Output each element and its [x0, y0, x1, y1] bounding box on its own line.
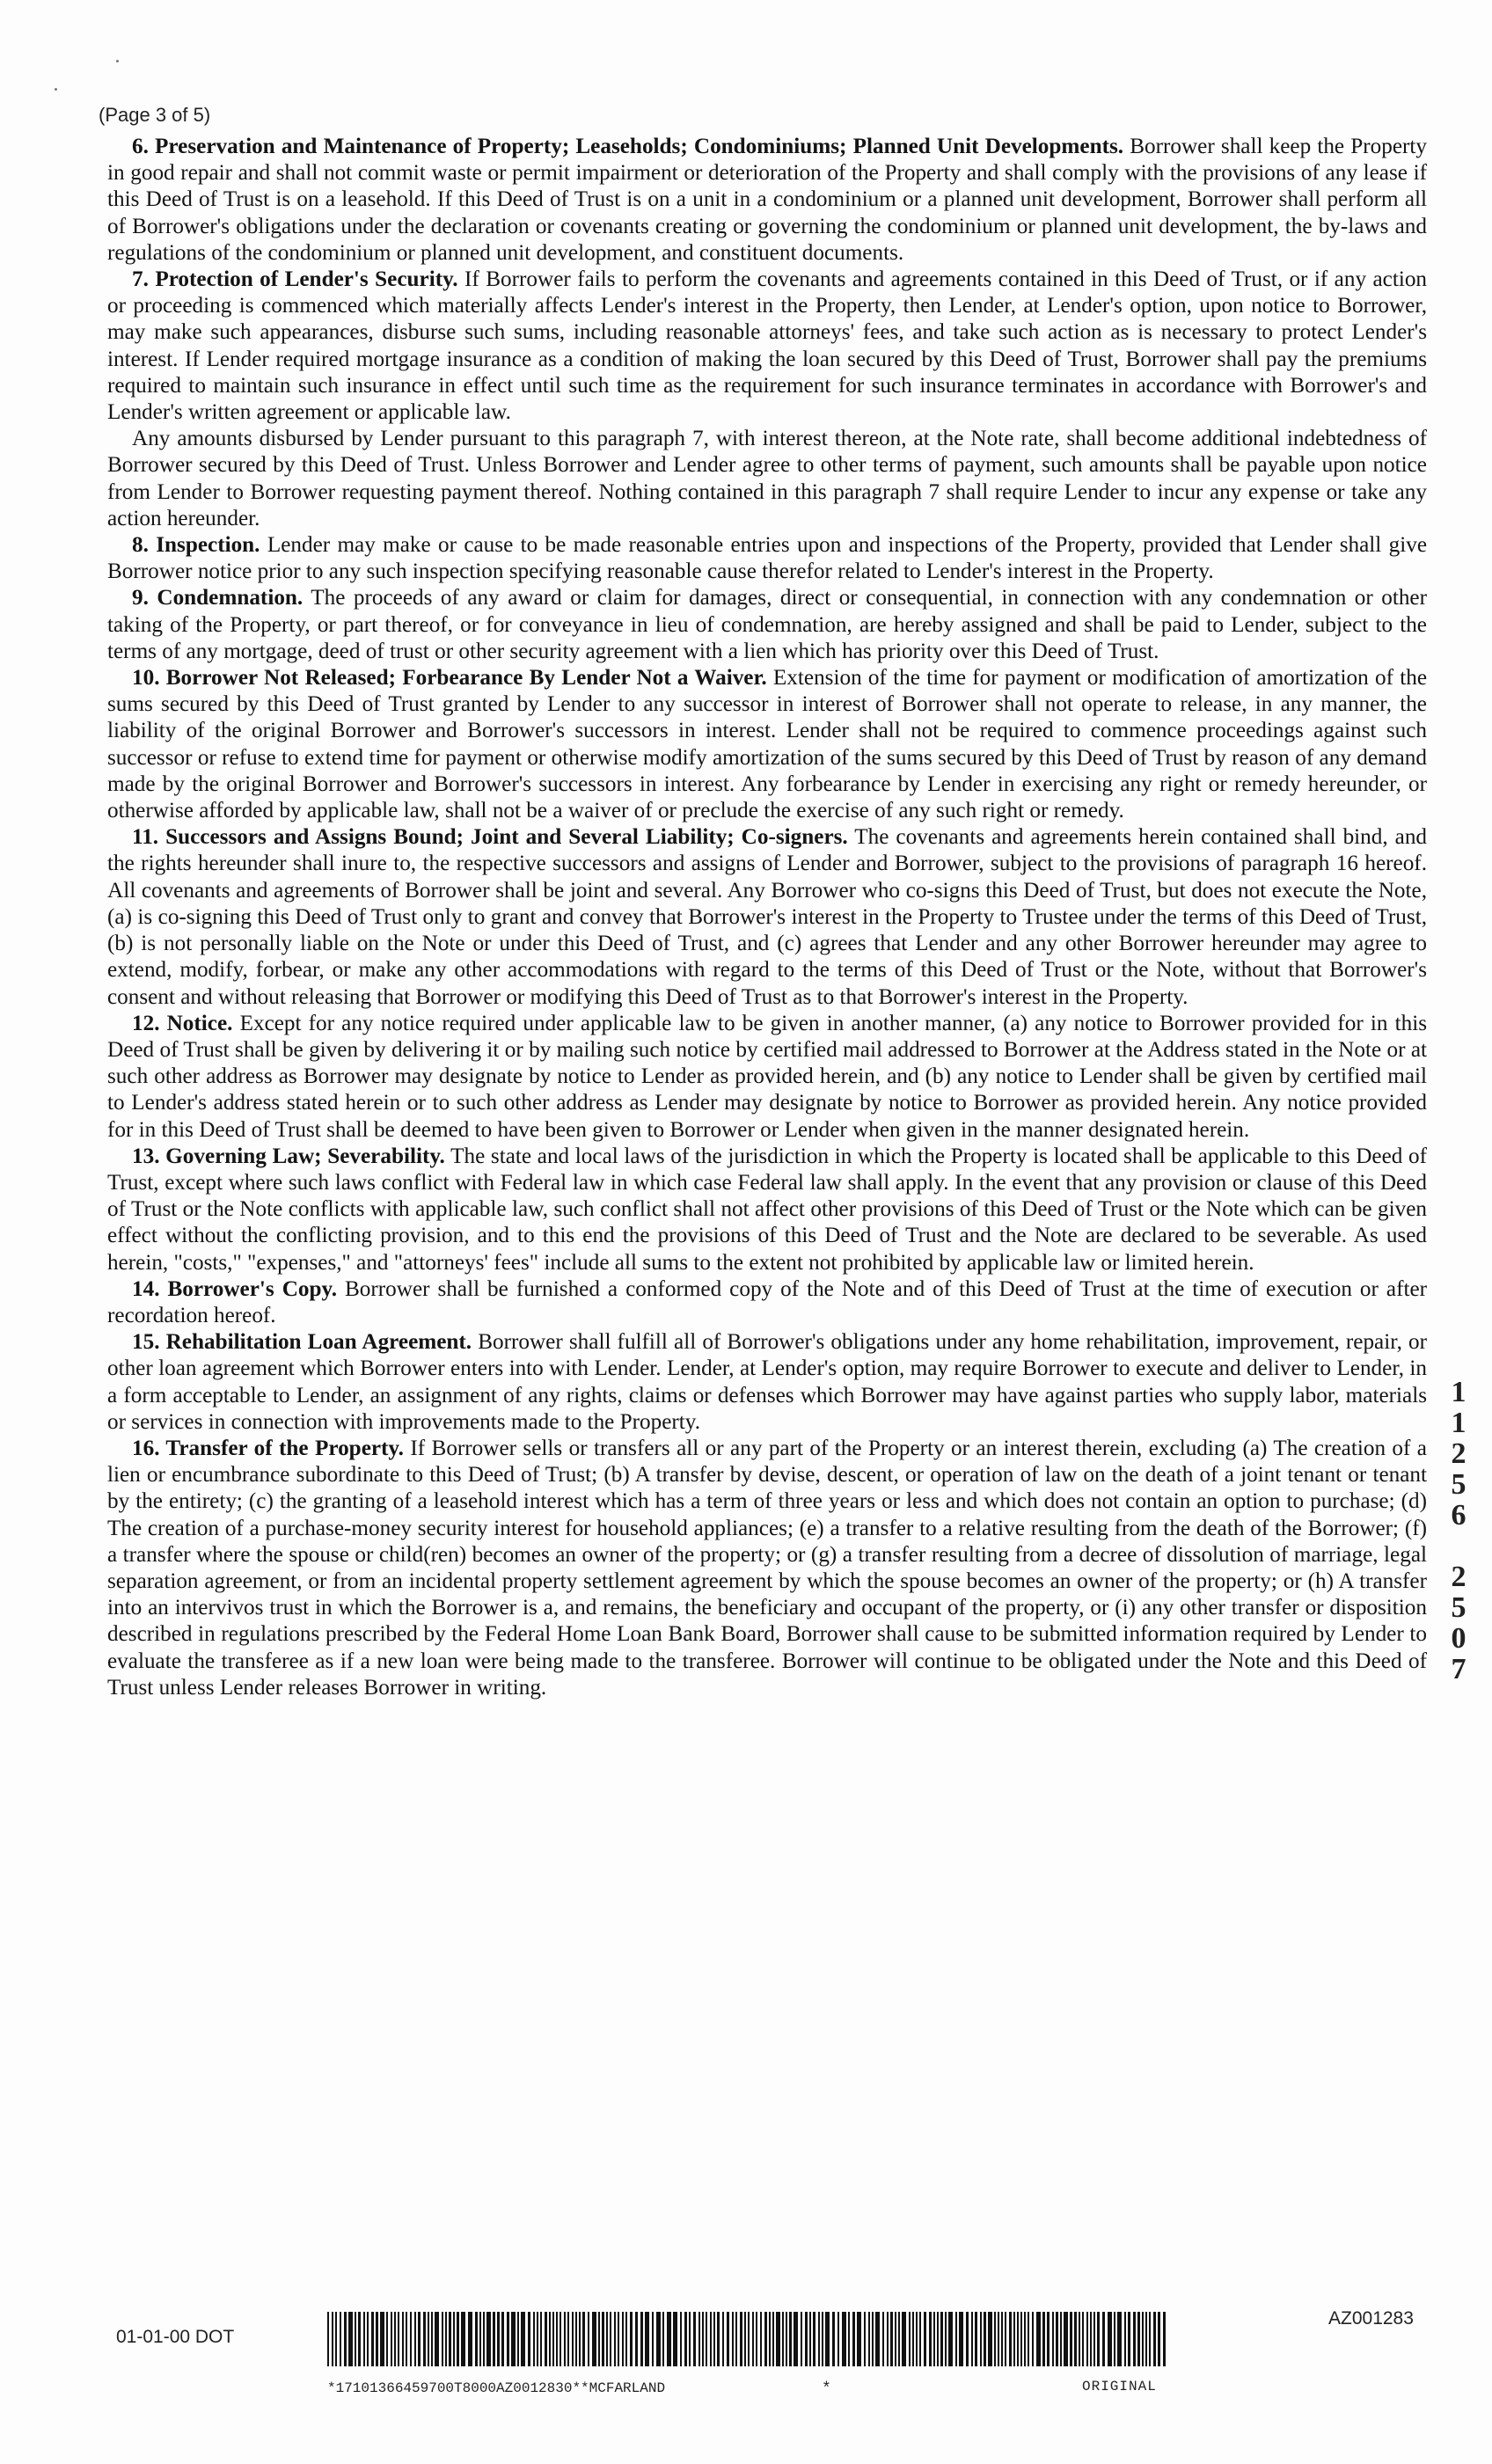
- paragraph-heading: 12. Notice.: [132, 1011, 233, 1035]
- vertical-digit: 6: [1451, 1499, 1466, 1532]
- paragraph-heading: 16. Transfer of the Property.: [132, 1436, 404, 1460]
- paragraph-heading: 14. Borrower's Copy.: [132, 1276, 337, 1301]
- original-label: ORIGINAL: [1082, 2379, 1157, 2395]
- paragraph-text: The state and local laws of the jurisdiction in which the Property is located shall be applicable to this Deed of Trust, except where such laws conflict with Federal law in which case Federal law shall apply. In the event that any provision or clause of this Deed of Trust or the Note conflicts with applicable law, such conflict shall not affect other provisions of this Deed of Trust or the Note which can be given effect without the conflicting provision, and to this end the provisions of this Deed of Trust and the Note are declared to be severable. As used herein, "costs," "expenses," and "attorneys' fees" include all sums to the extent not prohibited by applicable law or limited herein.: [107, 1144, 1428, 1275]
- barcode-text: *17101366459700T8000AZ0012830**MCFARLAND: [327, 2380, 666, 2396]
- paragraph: [107, 267, 1427, 426]
- scan-speck: [116, 60, 119, 62]
- vertical-digit: 1: [1451, 1407, 1466, 1439]
- vertical-digit: 0: [1451, 1622, 1466, 1655]
- vertical-digit: 5: [1451, 1468, 1466, 1501]
- barcode-asterisk: *: [822, 2380, 831, 2398]
- vertical-digit: 2: [1451, 1561, 1466, 1593]
- page-number: (Page 3 of 5): [99, 104, 211, 126]
- vertical-digit: 7: [1451, 1653, 1466, 1685]
- vertical-digit: 2: [1451, 1437, 1466, 1470]
- vertical-digit: 1: [1451, 1376, 1466, 1408]
- paragraph: [107, 1436, 1427, 1701]
- barcode: [327, 2312, 1170, 2366]
- paragraph-text: If Borrower sells or transfers all or any part of the Property or an interest therein, excluding (a) The creation of a lien or encumbrance subordinate to this Deed of Trust; (b) A transfer by devise, descent, or operation of law on the death of a joint tenant or tenant by the entirety; (c) the granting of a leasehold interest which has a term of three years or less and which does not contain an option to purchase; (d) The creation of a purchase-money security interest for household appliances; (e) a transfer to a relative resulting from the death of the Borrower; (f) a transfer where the spouse or child(ren) becomes an owner of the property; or (g) a transfer resulting from a decree of dissolution of marriage, legal separation agreement, or from an incidental property settlement agreement by which the spouse becomes an owner of the property; or (h) A transfer into an intervivos trust in which the Borrower is a, and remains, the beneficiary and occupant of the property, or (i) any other transfer or disposition described in regulations prescribed by the Federal Home Loan Bank Board, Borrower shall cause to be submitted information required by Lender to evaluate the transferee as if a new loan were being made to the transferee. Borrower will continue to be obligated under the Note and this Deed of Trust unless Lender releases Borrower in writing.: [107, 1436, 1427, 1700]
- paragraph-text: Borrower shall be furnished a conformed copy of the Note and of this Deed of Trust at the time of execution or after recordation hereof.: [107, 1276, 1428, 1327]
- paragraph: [107, 1329, 1427, 1436]
- document-id: AZ001283: [1328, 2308, 1414, 2329]
- paragraph: [107, 824, 1427, 1010]
- paragraph-heading: 8. Inspection.: [132, 533, 260, 558]
- paragraph-heading: 10. Borrower Not Released; Forbearance By Lender Not a Waiver.: [132, 666, 767, 691]
- paragraph-heading: 13. Governing Law; Severability.: [132, 1144, 445, 1168]
- scan-speck: [55, 88, 57, 91]
- paragraph-text: Extension of the time for payment or modification of amortization of the sums secured by this Deed of Trust granted by Lender to any successor in interest of Borrower shall not operate to release, in any manner, the liability of the original Borrower and Borrower's successors in interest. Lender shall not be required to commence proceedings against such successor or refuse to extend time for payment or otherwise modify amortization of the sums secured by this Deed of Trust by reason of any demand made by the original Borrower and Borrower's successors in interest. Any forbearance by Lender in exercising any right or remedy hereunder, or otherwise afforded by applicable law, shall not be a waiver of or preclude the exercise of any such right or remedy.: [107, 666, 1427, 823]
- vertical-digit: 5: [1451, 1591, 1466, 1624]
- paragraph-text: If Borrower fails to perform the covenants and agreements contained in this Deed of Trust, or if any action or proceeding is commenced which materially affects Lender's interest in the Property, then Lender, at Lender's option, upon notice to Borrower, may make such appearances, disburse such sums, including reasonable attorneys' fees, and take such action as is necessary to protect Lender's interest. If Lender required mortgage insurance as a condition of making the loan secured by this Deed of Trust, Borrower shall pay the premiums required to maintain such insurance in effect until such time as the requirement for such insurance terminates in accordance with Borrower's and Lender's written agreement or applicable law.: [107, 267, 1428, 425]
- vertical-recording-number: [1441, 1377, 1476, 1685]
- paragraph-text: Except for any notice required under applicable law to be given in another manner, (a) any notice to Borrower provided for in this Deed of Trust shall be given by delivering it or by mailing such notice by certified mail addressed to Borrower at the Address stated in the Note or at such other address as Borrower may designate by notice to Lender as provided herein, and (b) any notice to Lender shall be given by certified mail to Lender's address stated herein or to such other address as Lender may designate by notice to Borrower as provided herein. Any notice provided for in this Deed of Trust shall be deemed to have been given to Borrower or Lender when given in the manner designated herein.: [107, 1011, 1428, 1142]
- paragraph: [107, 1144, 1427, 1276]
- paragraph-heading: 15. Rehabilitation Loan Agreement.: [132, 1330, 472, 1355]
- paragraph: [107, 426, 1427, 532]
- paragraph: [107, 665, 1427, 824]
- paragraph-heading: 11. Successors and Assigns Bound; Joint and Several Liability; Co-signers.: [132, 825, 848, 850]
- paragraph-heading: 6. Preservation and Maintenance of Property; Leaseholds; Condominiums; Planned Unit Developments.: [132, 135, 1124, 158]
- paragraph: [107, 532, 1427, 585]
- paragraph-text: The proceeds of any award or claim for damages, direct or consequential, in connection with any condemnation or other taking of the Property, or part thereof, or for conveyance in lieu of condemnation, are hereby assigned and shall be paid to Lender, subject to the terms of any mortgage, deed of trust or other security agreement with a lien which has priority over this Deed of Trust.: [107, 586, 1427, 663]
- paragraph: [107, 585, 1427, 665]
- paragraph-text: Lender may make or cause to be made reasonable entries upon and inspections of the Property, provided that Lender shall give Borrower notice prior to any such inspection specifying reasonable cause therefor related to Lender's interest in the Property.: [107, 533, 1427, 584]
- paragraph: [107, 1011, 1427, 1144]
- paragraph-text: Borrower shall fulfill all of Borrower's obligations under any home rehabilitation, improvement, repair, or other loan agreement which Borrower enters into with Lender. Lender, at Lender's option, may require Borrower to execute and deliver to Lender, in a form acceptable to Lender, an assignment of any rights, claims or defenses which Borrower may have against parties who supply labor, materials or services in connection with improvements made to the Property.: [107, 1330, 1427, 1434]
- paragraph-heading: 9. Condemnation.: [132, 586, 304, 611]
- paragraph-text: The covenants and agreements herein contained shall bind, and the rights hereunder shall inure to, the respective successors and assigns of Lender and Borrower, subject to the provisions of paragraph 16 hereof. All covenants and agreements of Borrower shall be joint and several. Any Borrower who co-signs this Deed of Trust, but does not execute the Note, (a) is co-signing this Deed of Trust only to grant and convey that Borrower's interest in the Property to Trustee under the terms of this Deed of Trust, (b) is not personally liable on the Note or under this Deed of Trust, and (c) agrees that Lender and any other Borrower hereunder may agree to extend, modify, forbear, or make any other accommodations with regard to the terms of this Deed of Trust or the Note, without that Borrower's consent and without releasing that Borrower or modifying this Deed of Trust as to that Borrower's interest in the Property.: [107, 825, 1428, 1009]
- paragraph-text: Borrower shall keep the Property in good repair and shall not commit waste or permit impairment or deterioration of the Property and shall comply with the provisions of any lease if this Deed of Trust is on a leasehold. If this Deed of Trust is on a unit in a condominium or a planned unit development, Borrower shall perform all of Borrower's obligations under the declaration or covenants creating or governing the condominium or planned unit development, the by-laws and regulations of the condominium or planned unit development, and constituent documents.: [107, 135, 1428, 265]
- paragraph: [107, 1276, 1427, 1329]
- paragraph: [107, 134, 1427, 267]
- paragraph-heading: 7. Protection of Lender's Security.: [132, 267, 458, 292]
- document-body: [107, 134, 1427, 1701]
- form-code: 01-01-00 DOT: [116, 2327, 235, 2347]
- paragraph-text: Any amounts disbursed by Lender pursuant to this paragraph 7, with interest thereon, at the Note rate, shall become additional indebtedness of Borrower secured by this Deed of Trust. Unless Borrower and Lender agree to other terms of payment, such amounts shall be payable upon notice from Lender to Borrower requesting payment thereof. Nothing contained in this paragraph 7 shall require Lender to incur any expense or take any action hereunder.: [107, 427, 1427, 530]
